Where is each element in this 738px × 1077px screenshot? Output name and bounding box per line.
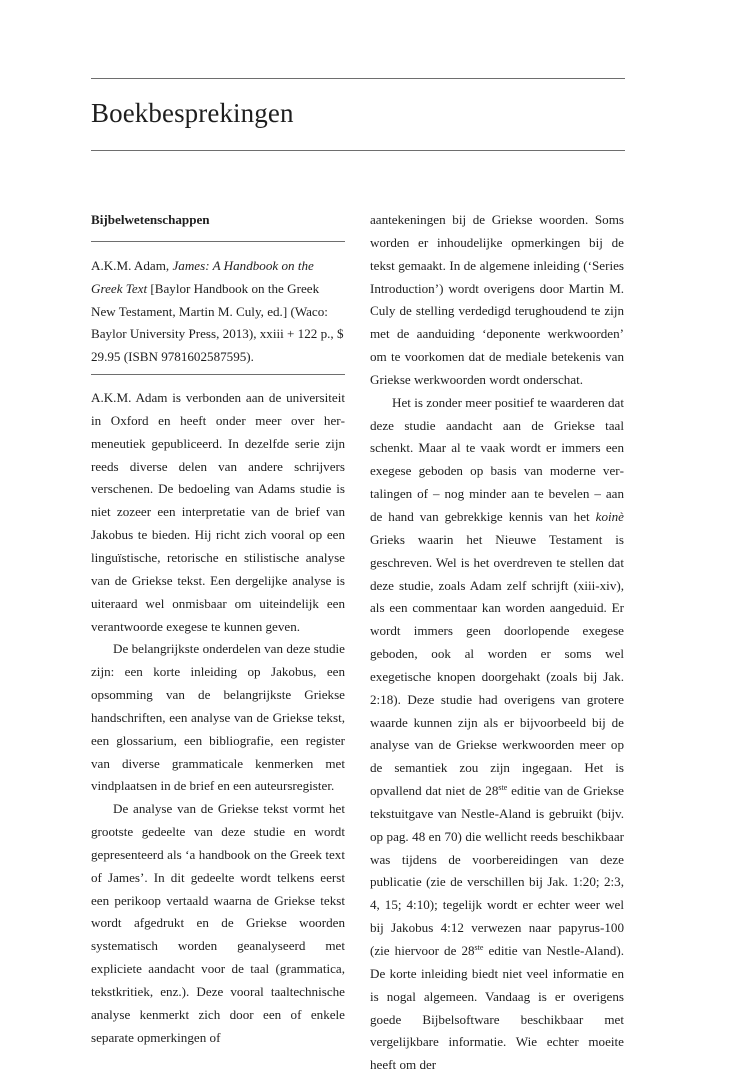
- section-heading: Bijbelwetenschappen: [91, 212, 210, 227]
- superscript-ste-2: ste: [474, 943, 484, 952]
- reference-title: James: A Handbook on the Greek Text: [91, 257, 314, 296]
- paragraph-5-part-b: Grieks waarin het Nieuwe Testament is geschreven. Wel is het overdreven te stellen dat deze studie, zoals Adam zelf schrijft (xiii-xiv), als een commentaar kan worden aangeduid. Er wordt immers geen doorlopende exegese geboden, ook al worden er soms wel exegetische knopen doorgehakt (zoals bij Jak. 2:18). Deze studie had overigens van grotere waarde kunnen zijn als er bijvoorbeeld bij de analyse van de Griekse werkwoorden meer op de semantiek zou zijn ingegaan. Het is opvallend dat niet de 28: [370, 531, 624, 799]
- title-rule: [91, 150, 625, 151]
- paragraph-5-part-a: Het is zonder meer positief te waarderen dat deze studie aandacht aan de Griekse taal schenkt. Maar al te vaak wordt er immers een exegese geboden op basis van moderne vertalingen of – nog minder aan te bevelen – aan de hand van gebrekkige kennis van het: [370, 394, 624, 524]
- page-title: Boekbesprekingen: [91, 98, 294, 128]
- reference-details: [Baylor Handbook on the Greek New Testament, Martin M. Culy, ed.] (Waco: Baylor University Press, 2013), xxiii + 122 p., $ 29.95 (ISBN 9781602587595).: [91, 280, 344, 365]
- paragraph-2: De belangrijkste onderdelen van deze studie zijn: een korte inleiding op Jakobus, een opsomming van de belangrijkste Griekse handschriften, een analyse van de Griekse tekst, een glossarium, een bibliografie, een register van diverse grammaticale kenmerken met vindplaatsen in de brief en een auteursregister.: [91, 641, 345, 794]
- paragraph-5: [370, 392, 624, 1077]
- paragraph-4: aantekeningen bij de Griekse woorden. Soms worden er inhoudelijke opmerkingen bij de tekst gemaakt. In de algemene inleiding (‘Series Introduction’) wordt overigens door Martin M. Culy de stelling verdedigd terughoudend te zijn met de aanduiding ‘deponente werkwoorden’ om te voorkomen dat de mediale betekenis van Griekse werkwoorden wordt onderschat.: [370, 212, 624, 387]
- reference-author: A.K.M. Adam,: [91, 257, 173, 273]
- reference-rule: [91, 374, 345, 375]
- superscript-ste: ste: [498, 783, 508, 793]
- section-rule: [91, 241, 345, 242]
- paragraph-5-part-d: editie van Nestle-Aland). De korte inleiding biedt niet veel informatie en is nogal algemeen. Vandaag is er overigens goede Bijbelsoftware beschikbaar met vergelijkbare informatie. Wie echter moeite heeft om der: [370, 943, 624, 1073]
- right-column: [370, 209, 624, 1077]
- paragraph-3: De analyse van de Griekse tekst vormt het grootste gedeelte van deze studie en wordt gepresenteerd als ‘a handbook on the Greek text of James’. In dit gedeelte wordt telkens eerst een perikoop vertaald waarna de Griekse tekst wordt afgedrukt en de Griekse woorden systematisch worden geanalyseerd met expliciete aandacht voor de taal (grammatica, tekstkritiek, enz.). Deze vooral taaltechnische analyse kenmerkt zich door een of enkele separate opmerkingen of: [91, 801, 345, 1045]
- koine-term: koinè: [595, 508, 624, 524]
- book-reference: [91, 255, 345, 369]
- left-column: [91, 209, 345, 1050]
- paragraph-1: A.K.M. Adam is verbonden aan de universiteit in Oxford en heeft onder meer over hermeneutiek gepubliceerd. In dezelfde serie zijn reeds diverse delen van andere schrijvers verschenen. De bedoeling van Adams studie is niet zozeer een interpretatie van de brief van Jakobus te bieden. Hij richt zich vooral op een linguïstische, retorische en stilistische analyse van de Griekse tekst. Een dergelijke analyse is uiteraard wel onmisbaar om uiteindelijk een verantwoorde exegese te kunnen geven.: [91, 390, 345, 634]
- top-rule: [91, 78, 625, 79]
- paragraph-5-part-c: editie van de Griekse tekstuitgave van Nestle-Aland is gebruikt (bijv. op pag. 48 en 70) die wellicht reeds beschikbaar was tijdens de voorbereidingen van deze publicatie (zie de verschillen bij Jak. 1:20; 2:3, 4, 15; 4:10); tegelijk wordt er echter weer wel bij Jakobus 4:12 verwezen naar papyrus-100 (zie hiervoor de 28: [370, 783, 624, 958]
